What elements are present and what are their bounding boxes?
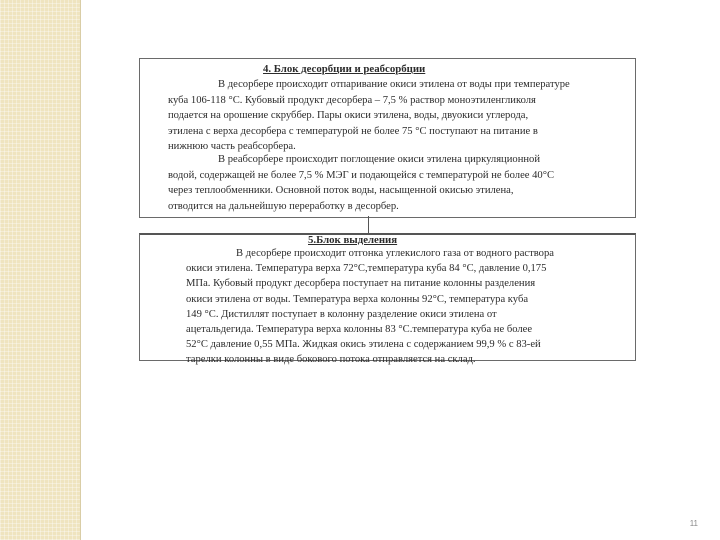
side-divider-line (80, 0, 81, 540)
section-5-paragraph (186, 246, 554, 368)
text-line: отводится на дальнейшую переработку в десорбер. (168, 200, 399, 212)
text-line: ацетальдегида. Температура верха колонны 83 °С.температура куба не более (186, 323, 533, 335)
text-line: В реабсорбере происходит поглощение окиси этилена циркуляционной (218, 154, 541, 165)
side-decoration-band (0, 0, 80, 540)
text-line: 52°С давление 0,55 МПа. Жидкая окись этилена с содержанием 99,9 % с 83-ей (186, 339, 541, 351)
text-line: через теплообменники. Основной поток воды, насыщенной окисью этилена, (168, 185, 514, 197)
page-number: 11 (689, 519, 698, 528)
section-5-box (139, 233, 636, 366)
text-line: 149 °С. Дистиллят поступает в колонну разделение окиси этилена от (186, 308, 497, 320)
section-5-title: 5.Блок выделения (308, 234, 398, 246)
section-4-paragraph-2 (168, 152, 554, 214)
text-line: тарелки колонны в виде бокового потока отправляется на склад. (186, 354, 476, 366)
section-4-title: 4. Блок десорбции и реабсорбции (263, 63, 426, 75)
text-line: этилена с верха десорбера с температурой не более 75 °С поступают на питание в (168, 125, 538, 137)
section-4-paragraph-1 (168, 77, 570, 155)
text-line: нижнюю часть реабсорбера. (168, 141, 296, 153)
text-line: В десорбере происходит отгонка углекислого газа от водного раствора (236, 248, 554, 259)
text-line: В десорбере происходит отпаривание окиси этилена от воды при температуре (218, 79, 570, 90)
text-line: куба 106-118 °С. Кубовый продукт десорбера – 7,5 % раствор моноэтиленгликоля (168, 94, 536, 106)
section-4-box (139, 58, 636, 218)
text-line: МПа. Кубовый продукт десорбера поступает на питание колонны разделения (186, 278, 536, 290)
flow-connector-line (368, 216, 369, 234)
text-line: окиси этилена от воды. Температура верха колонны 92°С, температура куба (186, 293, 529, 305)
text-line: окиси этилена. Температура верха 72°С,температура куба 84 °С, давление 0,175 (186, 263, 547, 275)
text-line: водой, содержащей не более 7,5 % МЭГ и подающейся с температурой не более 40°С (168, 169, 555, 181)
text-line: подается на орошение скруббер. Пары окиси этилена, воды, двуокиси углерода, (168, 110, 529, 122)
